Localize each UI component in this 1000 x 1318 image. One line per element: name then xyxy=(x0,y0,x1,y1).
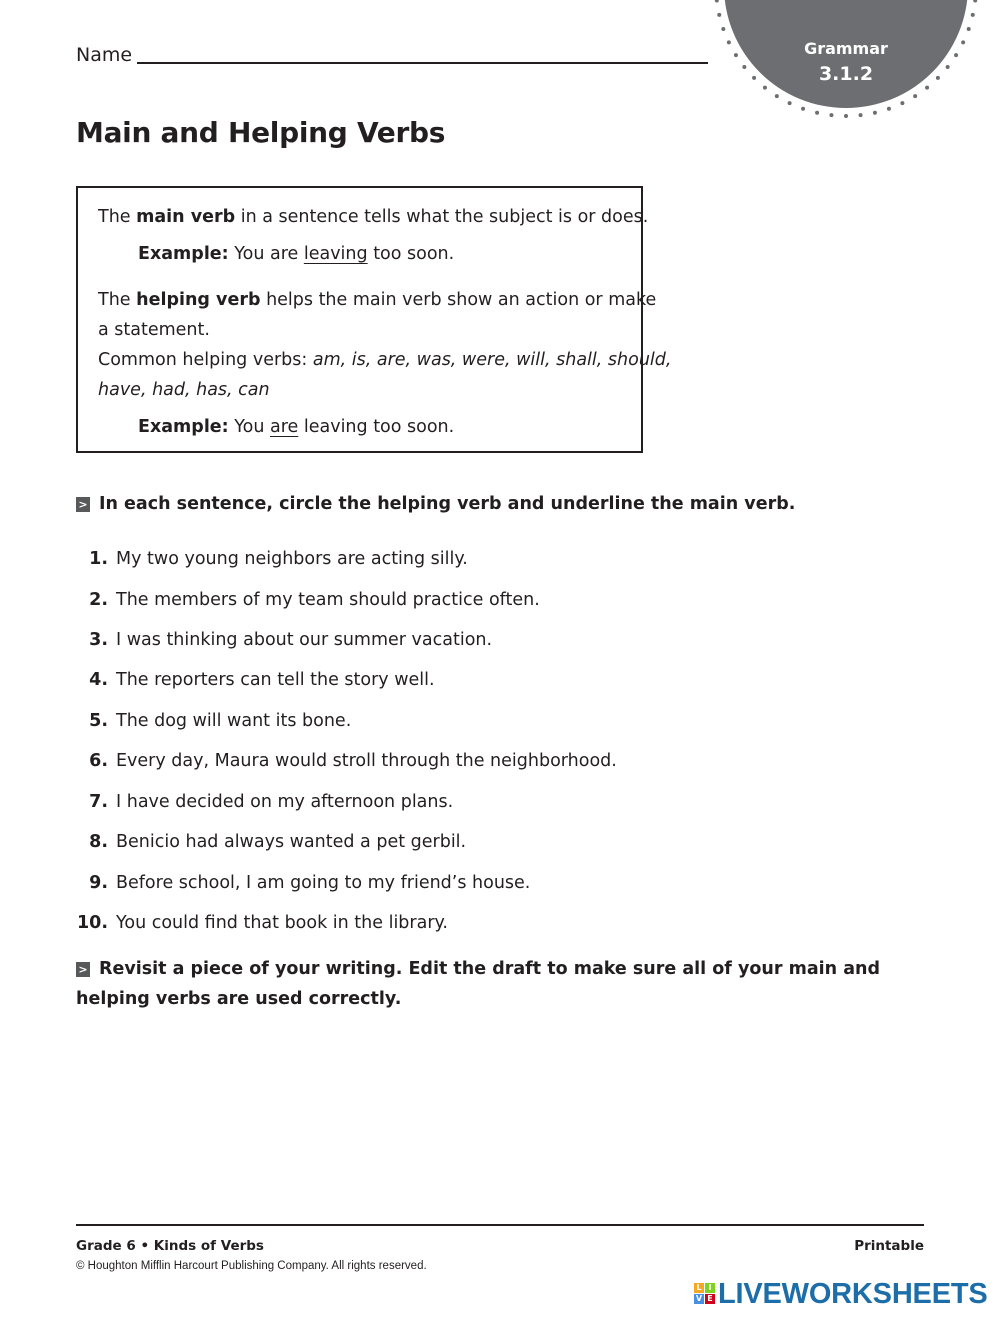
badge-dot xyxy=(900,101,904,105)
badge-dot xyxy=(742,65,746,69)
example-1: Example: You are leaving too soon. xyxy=(138,244,455,264)
helping-verb-definition: The helping verb helps the main verb show an action or make xyxy=(98,290,657,310)
badge-dot xyxy=(887,107,891,111)
main-verb-definition: The main verb in a sentence tells what the subject is or does. xyxy=(98,207,649,227)
common-helping-verbs-cont: have, had, has, can xyxy=(98,380,270,400)
item-number: 9. xyxy=(89,873,108,893)
page-title: Main and Helping Verbs xyxy=(76,116,446,149)
name-label: Name xyxy=(76,44,133,66)
directions-2-cont: helping verbs are used correctly. xyxy=(76,989,402,1009)
badge-dot xyxy=(967,27,971,31)
item-sentence[interactable]: My two young neighbors are acting silly. xyxy=(116,549,468,569)
main-verb-term: main verb xyxy=(136,207,236,227)
item-number: 3. xyxy=(89,630,108,650)
directions-2: > Revisit a piece of your writing. Edit the draft to make sure all of your main and xyxy=(76,954,880,984)
logo-text: LIVEWORKSHEETS xyxy=(718,1278,988,1310)
example-2-underlined-word: are xyxy=(269,417,299,437)
badge-dot xyxy=(844,114,848,118)
badge-dot xyxy=(752,76,756,80)
badge-dot xyxy=(815,111,819,115)
item-number: 10. xyxy=(76,913,108,933)
item-number: 6. xyxy=(89,751,108,771)
badge-dot xyxy=(913,94,917,98)
common-helping-verbs: Common helping verbs: am, is, are, was, were, will, shall, should, xyxy=(98,350,672,370)
logo-square-icon: E xyxy=(705,1294,715,1304)
example-1-label: Example: xyxy=(138,244,229,264)
footer-grade-topic: Grade 6 • Kinds of Verbs xyxy=(76,1238,264,1254)
item-sentence[interactable]: You could find that book in the library. xyxy=(116,913,448,933)
example-2: Example: You are leaving too soon. xyxy=(138,417,455,437)
badge-dot xyxy=(763,86,767,90)
item-number: 4. xyxy=(89,670,108,690)
item-sentence[interactable]: I was thinking about our summer vacation. xyxy=(116,630,493,650)
item-number: 1. xyxy=(89,549,108,569)
badge-dot xyxy=(734,53,738,57)
item-sentence[interactable]: I have decided on my afternoon plans. xyxy=(116,792,454,812)
item-number: 8. xyxy=(89,832,108,852)
badge-dot xyxy=(873,111,877,115)
badge-dot xyxy=(961,40,965,44)
item-number: 2. xyxy=(89,590,108,610)
arrow-icon: > xyxy=(76,497,90,512)
badge-dot xyxy=(973,0,977,3)
footer-printable: Printable xyxy=(854,1238,924,1254)
badge-dot xyxy=(727,40,731,44)
item-sentence[interactable]: Before school, I am going to my friend’s house. xyxy=(116,873,531,893)
badge-dot xyxy=(925,86,929,90)
item-number: 5. xyxy=(89,711,108,731)
badge-dot xyxy=(721,27,725,31)
rule-box xyxy=(76,186,672,453)
item-sentence[interactable]: The members of my team should practice often. xyxy=(116,590,540,610)
directions-1: > In each sentence, circle the helping verb and underline the main verb. xyxy=(76,489,795,519)
badge-dot xyxy=(788,101,792,105)
badge-code: 3.1.2 xyxy=(818,63,874,85)
badge-dot xyxy=(946,65,950,69)
grammar-badge xyxy=(710,0,982,122)
example-1-underlined-word: leaving xyxy=(303,244,368,264)
badge-dot xyxy=(801,107,805,111)
badge-dot xyxy=(859,113,863,117)
footer-rule xyxy=(76,1224,924,1226)
name-line[interactable] xyxy=(137,62,708,64)
item-sentence[interactable]: Every day, Maura would stroll through the neighborhood. xyxy=(116,751,617,771)
badge-dot xyxy=(715,0,719,3)
badge-dot xyxy=(775,94,779,98)
logo-square-icon: I xyxy=(705,1283,715,1293)
logo-square-icon: V xyxy=(695,1294,703,1303)
item-sentence[interactable]: The reporters can tell the story well. xyxy=(116,670,435,690)
helping-verbs-list: am, is, are, was, were, will, shall, should, xyxy=(312,350,672,370)
item-sentence[interactable]: Benicio had always wanted a pet gerbil. xyxy=(116,832,467,852)
logo-square-icon: L xyxy=(694,1283,704,1293)
badge-label: Grammar xyxy=(804,39,888,58)
footer-copyright: © Houghton Mifflin Harcourt Publishing Company. All rights reserved. xyxy=(76,1260,427,1272)
badge-dot xyxy=(936,76,940,80)
badge-dot xyxy=(971,13,975,17)
example-2-label: Example: xyxy=(138,417,229,437)
arrow-icon: > xyxy=(76,962,90,977)
helping-verb-term: helping verb xyxy=(136,290,261,310)
badge-dot xyxy=(954,53,958,57)
badge-dot xyxy=(829,113,833,117)
helping-verb-definition-cont: a statement. xyxy=(98,320,210,340)
item-sentence[interactable]: The dog will want its bone. xyxy=(116,711,352,731)
badge-dot xyxy=(717,13,721,17)
item-number: 7. xyxy=(89,792,108,812)
